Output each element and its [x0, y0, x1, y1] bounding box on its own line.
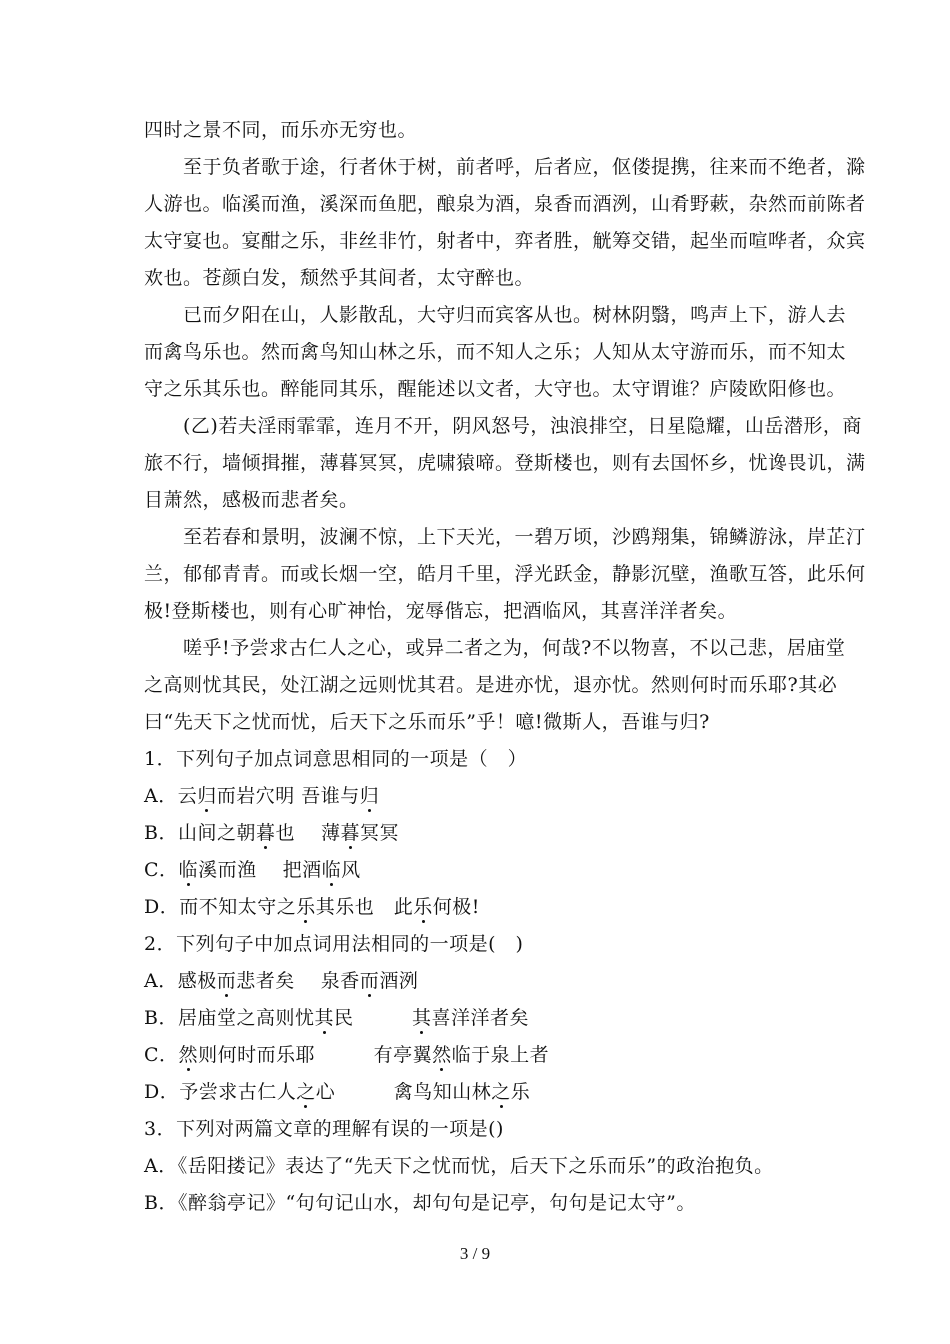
- passage-line: 目萧然，感极而悲者矣。: [144, 489, 359, 511]
- passage-line: (乙)若夫淫雨霏霏，连月不开，阴风怒号，浊浪排空，日星隐耀，山岳潜形，商: [144, 415, 862, 437]
- question-2-option-c: [144, 1043, 549, 1067]
- dotted-word: 然: [432, 1044, 452, 1066]
- option-text: D．予尝求古仁人: [144, 1081, 297, 1103]
- question-1-option-a: [144, 784, 379, 808]
- question-1-option-b: [144, 821, 399, 845]
- option-text: 临于泉上者: [451, 1044, 550, 1066]
- passage-line: 至若春和景明，波澜不惊，上下天光，一碧万顷，沙鸥翔集，锦鳞游泳，岸芷汀: [144, 526, 866, 548]
- passage-line: 守之乐其乐也。醉能同其乐，醒能述以文者，大守也。太守谓谁？庐陵欧阳修也。: [144, 378, 847, 400]
- option-text: 则何时而乐耶 有亭翼: [198, 1044, 433, 1066]
- option-text: A．感极: [144, 970, 217, 992]
- question-3-stem: 3．下列对两篇文章的理解有误的一项是(): [144, 1118, 504, 1140]
- option-text: B．山间之朝: [144, 822, 256, 844]
- passage-line: 人游也。临溪而渔，溪深而鱼肥，酿泉为酒，泉香而酒洌，山肴野蔌，杂然而前陈者: [144, 193, 866, 215]
- dotted-word: 乐: [296, 896, 316, 918]
- question-2-option-d: [144, 1080, 530, 1104]
- passage-line: 嗟乎!予尝求古仁人之心，或异二者之为，何哉?不以物喜，不以己悲，居庙堂: [144, 637, 846, 659]
- dotted-word: 之: [296, 1081, 316, 1103]
- option-text: C．: [144, 1044, 179, 1066]
- dotted-word: 然: [178, 1044, 199, 1066]
- option-text: 喜洋洋者矣: [431, 1007, 530, 1029]
- option-text: 酒洌: [379, 970, 419, 992]
- question-2-option-a: [144, 969, 418, 993]
- question-3-option-b: B．《醉翁亭记》“句句记山水，却句句是记亭，句句是记太守”。: [144, 1192, 696, 1214]
- passage-line: 至于负者歌于途，行者休于树，前者呼，后者应，伛偻提携，往来而不绝者，滁: [144, 156, 866, 178]
- passage-line: 四时之景不同，而乐亦无穷也。: [144, 119, 418, 141]
- dotted-word: 其: [314, 1007, 334, 1029]
- option-text: 也 薄: [275, 822, 341, 844]
- passage-line: 兰，郁郁青青。而或长烟一空，皓月千里，浮光跃金，静影沉壁，渔歌互答，此乐何: [144, 563, 866, 585]
- dotted-word: 临: [321, 859, 342, 881]
- passage-line: 已而夕阳在山，人影散乱，大守归而宾客从也。树林阴翳，鸣声上下，游人去: [144, 304, 847, 326]
- question-2-stem: 2．下列句子中加点词用法相同的一项是( ): [144, 933, 524, 955]
- option-text: D．而不知太守之: [144, 896, 297, 918]
- question-1-stem: 1．下列句子加点词意思相同的一项是（ ）: [144, 748, 528, 770]
- page-number: 3 / 9: [459, 1244, 491, 1263]
- question-1-option-d: [144, 895, 480, 919]
- dotted-word: 而: [359, 970, 380, 992]
- passage-line: 之高则忧其民，处江湖之远则忧其君。是进亦忧，退亦忧。然则何时而乐耶?其必: [144, 674, 838, 696]
- option-text: A．云: [144, 785, 198, 807]
- passage-line: 太守宴也。宴酣之乐，非丝非竹，射者中，弈者胜，觥筹交错，起坐而喧哗者，众宾: [144, 230, 866, 252]
- dotted-word: 归: [359, 785, 380, 807]
- option-text: 悲者矣 泉香: [236, 970, 360, 992]
- dotted-word: 其: [412, 1007, 432, 1029]
- dotted-word: 暮: [255, 822, 276, 844]
- question-2-option-b: [144, 1006, 529, 1030]
- option-text: 其乐也 此: [315, 896, 414, 918]
- passage-line: 欢也。苍颜白发，颓然乎其间者，太守醉也。: [144, 267, 535, 289]
- dotted-word: 暮: [340, 822, 361, 844]
- dotted-word: 归: [197, 785, 217, 807]
- option-text: 冥冥: [360, 822, 400, 844]
- option-text: 溪而渔 把酒: [198, 859, 322, 881]
- dotted-word: 而: [216, 970, 237, 992]
- option-text: 风: [341, 859, 361, 881]
- dotted-word: 乐: [413, 896, 433, 918]
- passage-line: 旅不行，墙倾揖摧，薄暮冥冥，虎啸猿啼。登斯楼也，则有去国怀乡，忧谗畏讥，满: [144, 452, 866, 474]
- passage-line: 而禽鸟乐也。然而禽鸟知山林之乐，而不知人之乐；人知从太守游而乐，而不知太: [144, 341, 847, 363]
- question-3-option-a: A．《岳阳搂记》表达了“先天下之忧而忧，后天下之乐而乐”的政治抱负。: [144, 1155, 774, 1177]
- option-text: 何极!: [432, 896, 480, 918]
- question-1-option-c: [144, 858, 361, 882]
- option-text: C．: [144, 859, 179, 881]
- dotted-word: 之: [491, 1081, 511, 1103]
- option-text: 而岩穴明 吾谁与: [216, 785, 360, 807]
- passage-line: 极!登斯楼也，则有心旷神怡，宠辱偕忘，把酒临风，其喜洋洋者矣。: [144, 600, 738, 622]
- option-text: 民: [333, 1007, 412, 1029]
- dotted-word: 临: [178, 859, 199, 881]
- option-text: B．居庙堂之高则忧: [144, 1007, 315, 1029]
- option-text: 心 禽鸟知山林: [315, 1081, 492, 1103]
- option-text: 乐: [510, 1081, 531, 1103]
- passage-line: 曰“先天下之忧而忧，后天下之乐而乐”乎！噫!微斯人，吾谁与归?: [144, 711, 710, 733]
